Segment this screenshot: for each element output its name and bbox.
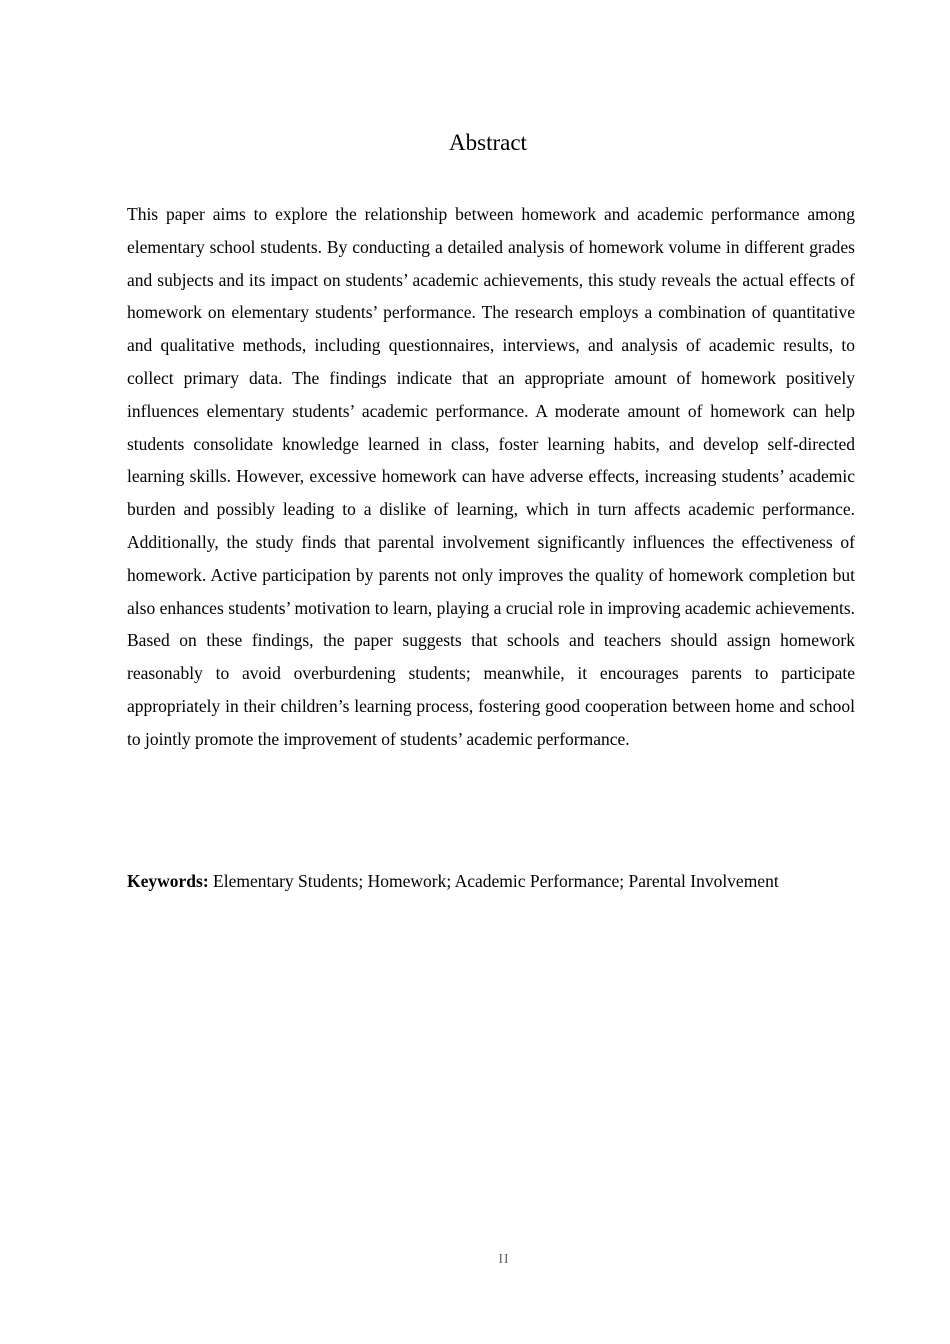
- page-number: II: [498, 1252, 510, 1267]
- keywords-list: Elementary Students; Homework; Academic Performance; Parental Involvement: [213, 871, 779, 891]
- keywords-label: Keywords:: [127, 871, 209, 891]
- abstract-paragraph: This paper aims to explore the relationship between homework and academic performance among elementary school students. By conducting a detailed analysis of homework volume in different grades and subjects and its impact on students’ academic achievements, this study reveals the actual effects of homework on elementary students’ performance. The research employs a combination of quantitative and qualitative methods, including questionnaires, interviews, and analysis of academic results, to collect primary data. The findings indicate that an appropriate amount of homework positively influences elementary students’ academic performance. A moderate amount of homework can help students consolidate knowledge learned in class, foster learning habits, and develop self-directed learning skills. However, excessive homework can have adverse effects, increasing students’ academic burden and possibly leading to a dislike of learning, which in turn affects academic performance. Additionally, the study finds that parental involvement significantly influences the effectiveness of homework. Active participation by parents not only improves the quality of homework completion but also enhances students’ motivation to learn, playing a crucial role in improving academic achievements. Based on these findings, the paper suggests that schools and teachers should assign homework reasonably to avoid overburdening students; meanwhile, it encourages parents to participate appropriately in their children’s learning process, fostering good cooperation between home and school to jointly promote the improvement of students’ academic performance.: [127, 204, 855, 749]
- keywords-line: [127, 866, 867, 896]
- abstract-title: Abstract: [449, 130, 527, 155]
